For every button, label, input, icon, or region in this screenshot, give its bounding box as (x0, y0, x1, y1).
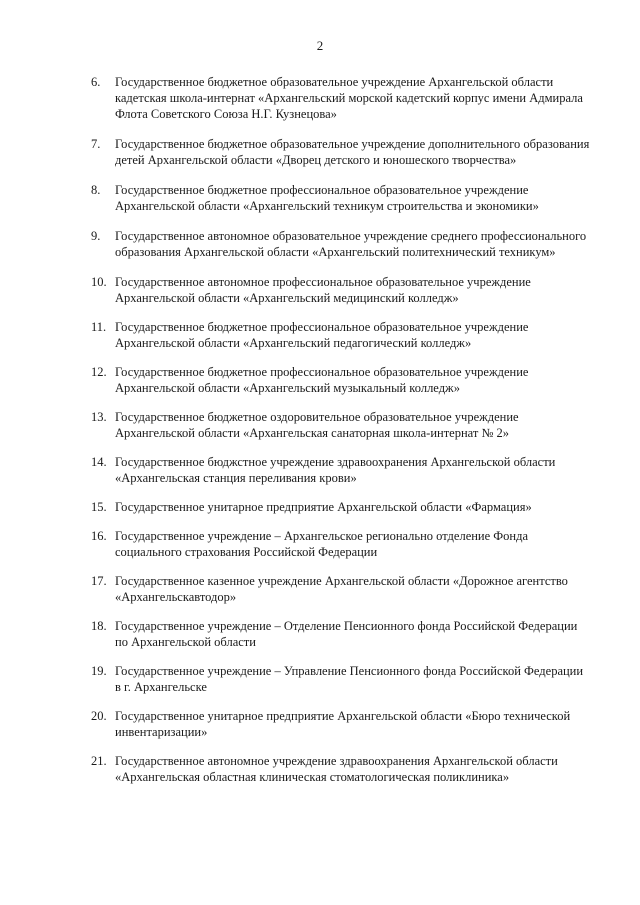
list-item-number: 20. (91, 709, 107, 723)
list-item-number: 11. (91, 320, 107, 334)
list-item-text: Государственное бюджетное профессиональное образовательное учреждение Архангельской области «Архангельский техникум строительства и экономики» (115, 183, 539, 213)
list-item (91, 528, 591, 560)
list-item-number: 8. (91, 183, 101, 197)
list-item-number: 9. (91, 229, 101, 243)
list-item (91, 618, 591, 650)
list-item-number: 10. (91, 275, 107, 289)
list-item-text: Государственное бюджетное профессиональное образовательное учреждение Архангельской области «Архангельский педагогический колледж» (115, 320, 529, 350)
list-item-text: Государственное автономное профессиональное образовательное учреждение Архангельской области «Архангельский медицинский колледж» (115, 275, 531, 305)
list-item-text: Государственное автономное учреждение здравоохранения Архангельской области «Архангельская областная клиническая стоматологическая поликлиника» (115, 754, 558, 784)
list-item (91, 228, 591, 260)
list-item-text: Государственное бюджетное оздоровительное образовательное учреждение Архангельской области «Архангельская санаторная школа-интернат № 2» (115, 410, 519, 440)
list-item (91, 454, 591, 486)
list-item (91, 274, 591, 306)
list-item-text: Государственное учреждение – Управление Пенсионного фонда Российской Федерации в г. Архангельске (115, 664, 584, 694)
list-item (91, 319, 591, 351)
list-item-text: Государственное бюджстное учреждение здравоохранения Архангельской области «Архангельская станция переливания крови» (115, 455, 556, 485)
list-item-text: Государственное автономное образовательное учреждение среднего профессионального образования Архангельской области «Архангельский политехнический техникум» (115, 229, 587, 259)
list-item-text: Государственное бюджетное профессиональное образовательное учреждение Архангельской области «Архангельский музыкальный колледж» (115, 365, 529, 395)
list-item-number: 18. (91, 619, 107, 633)
list-item (91, 753, 591, 785)
list-item-number: 7. (91, 137, 101, 151)
list-item-number: 13. (91, 410, 107, 424)
list-item-text: Государственное учреждение – Архангельское регионально отделение Фонда социального страхования Российской Федерации (115, 529, 529, 559)
list-item-text: Государственное казенное учреждение Архангельской области «Дорожное агентство «Архангельскавтодор» (115, 574, 568, 604)
list-item (91, 182, 591, 214)
list-item-number: 12. (91, 365, 107, 379)
list-item-number: 14. (91, 455, 107, 469)
list-item-text: Государственное учреждение – Отделение Пенсионного фонда Российской Федерации по Архангельской области (115, 619, 578, 649)
list-item-number: 15. (91, 500, 107, 514)
list-item (91, 499, 591, 515)
list-item-text: Государственное бюджетное образовательное учреждение Архангельской области кадетская школа-интернат «Архангельский морской кадетский корпус имени Адмирала Флота Советского Союза Н.Г. Кузнецова» (115, 75, 583, 121)
list-item-text: Государственное бюджетное образовательное учреждение дополнительного образования детей Архангельской области «Дворец детского и юношеского творчества» (115, 137, 590, 167)
list-item-text: Государственное унитарное предприятие Архангельской области «Фармация» (115, 500, 532, 514)
list-item-number: 21. (91, 754, 107, 768)
list-item-number: 17. (91, 574, 107, 588)
organization-list (91, 74, 591, 785)
list-item-number: 19. (91, 664, 107, 678)
list-item-number: 16. (91, 529, 107, 543)
list-item (91, 364, 591, 396)
list-item (91, 708, 591, 740)
list-item (91, 573, 591, 605)
list-item (91, 136, 591, 168)
list-item-number: 6. (91, 75, 101, 89)
list-item (91, 409, 591, 441)
list-item (91, 74, 591, 122)
page-number: 2 (316, 38, 324, 53)
list-item (91, 663, 591, 695)
list-item-text: Государственное унитарное предприятие Архангельской области «Бюро технической инвентаризации» (115, 709, 571, 739)
